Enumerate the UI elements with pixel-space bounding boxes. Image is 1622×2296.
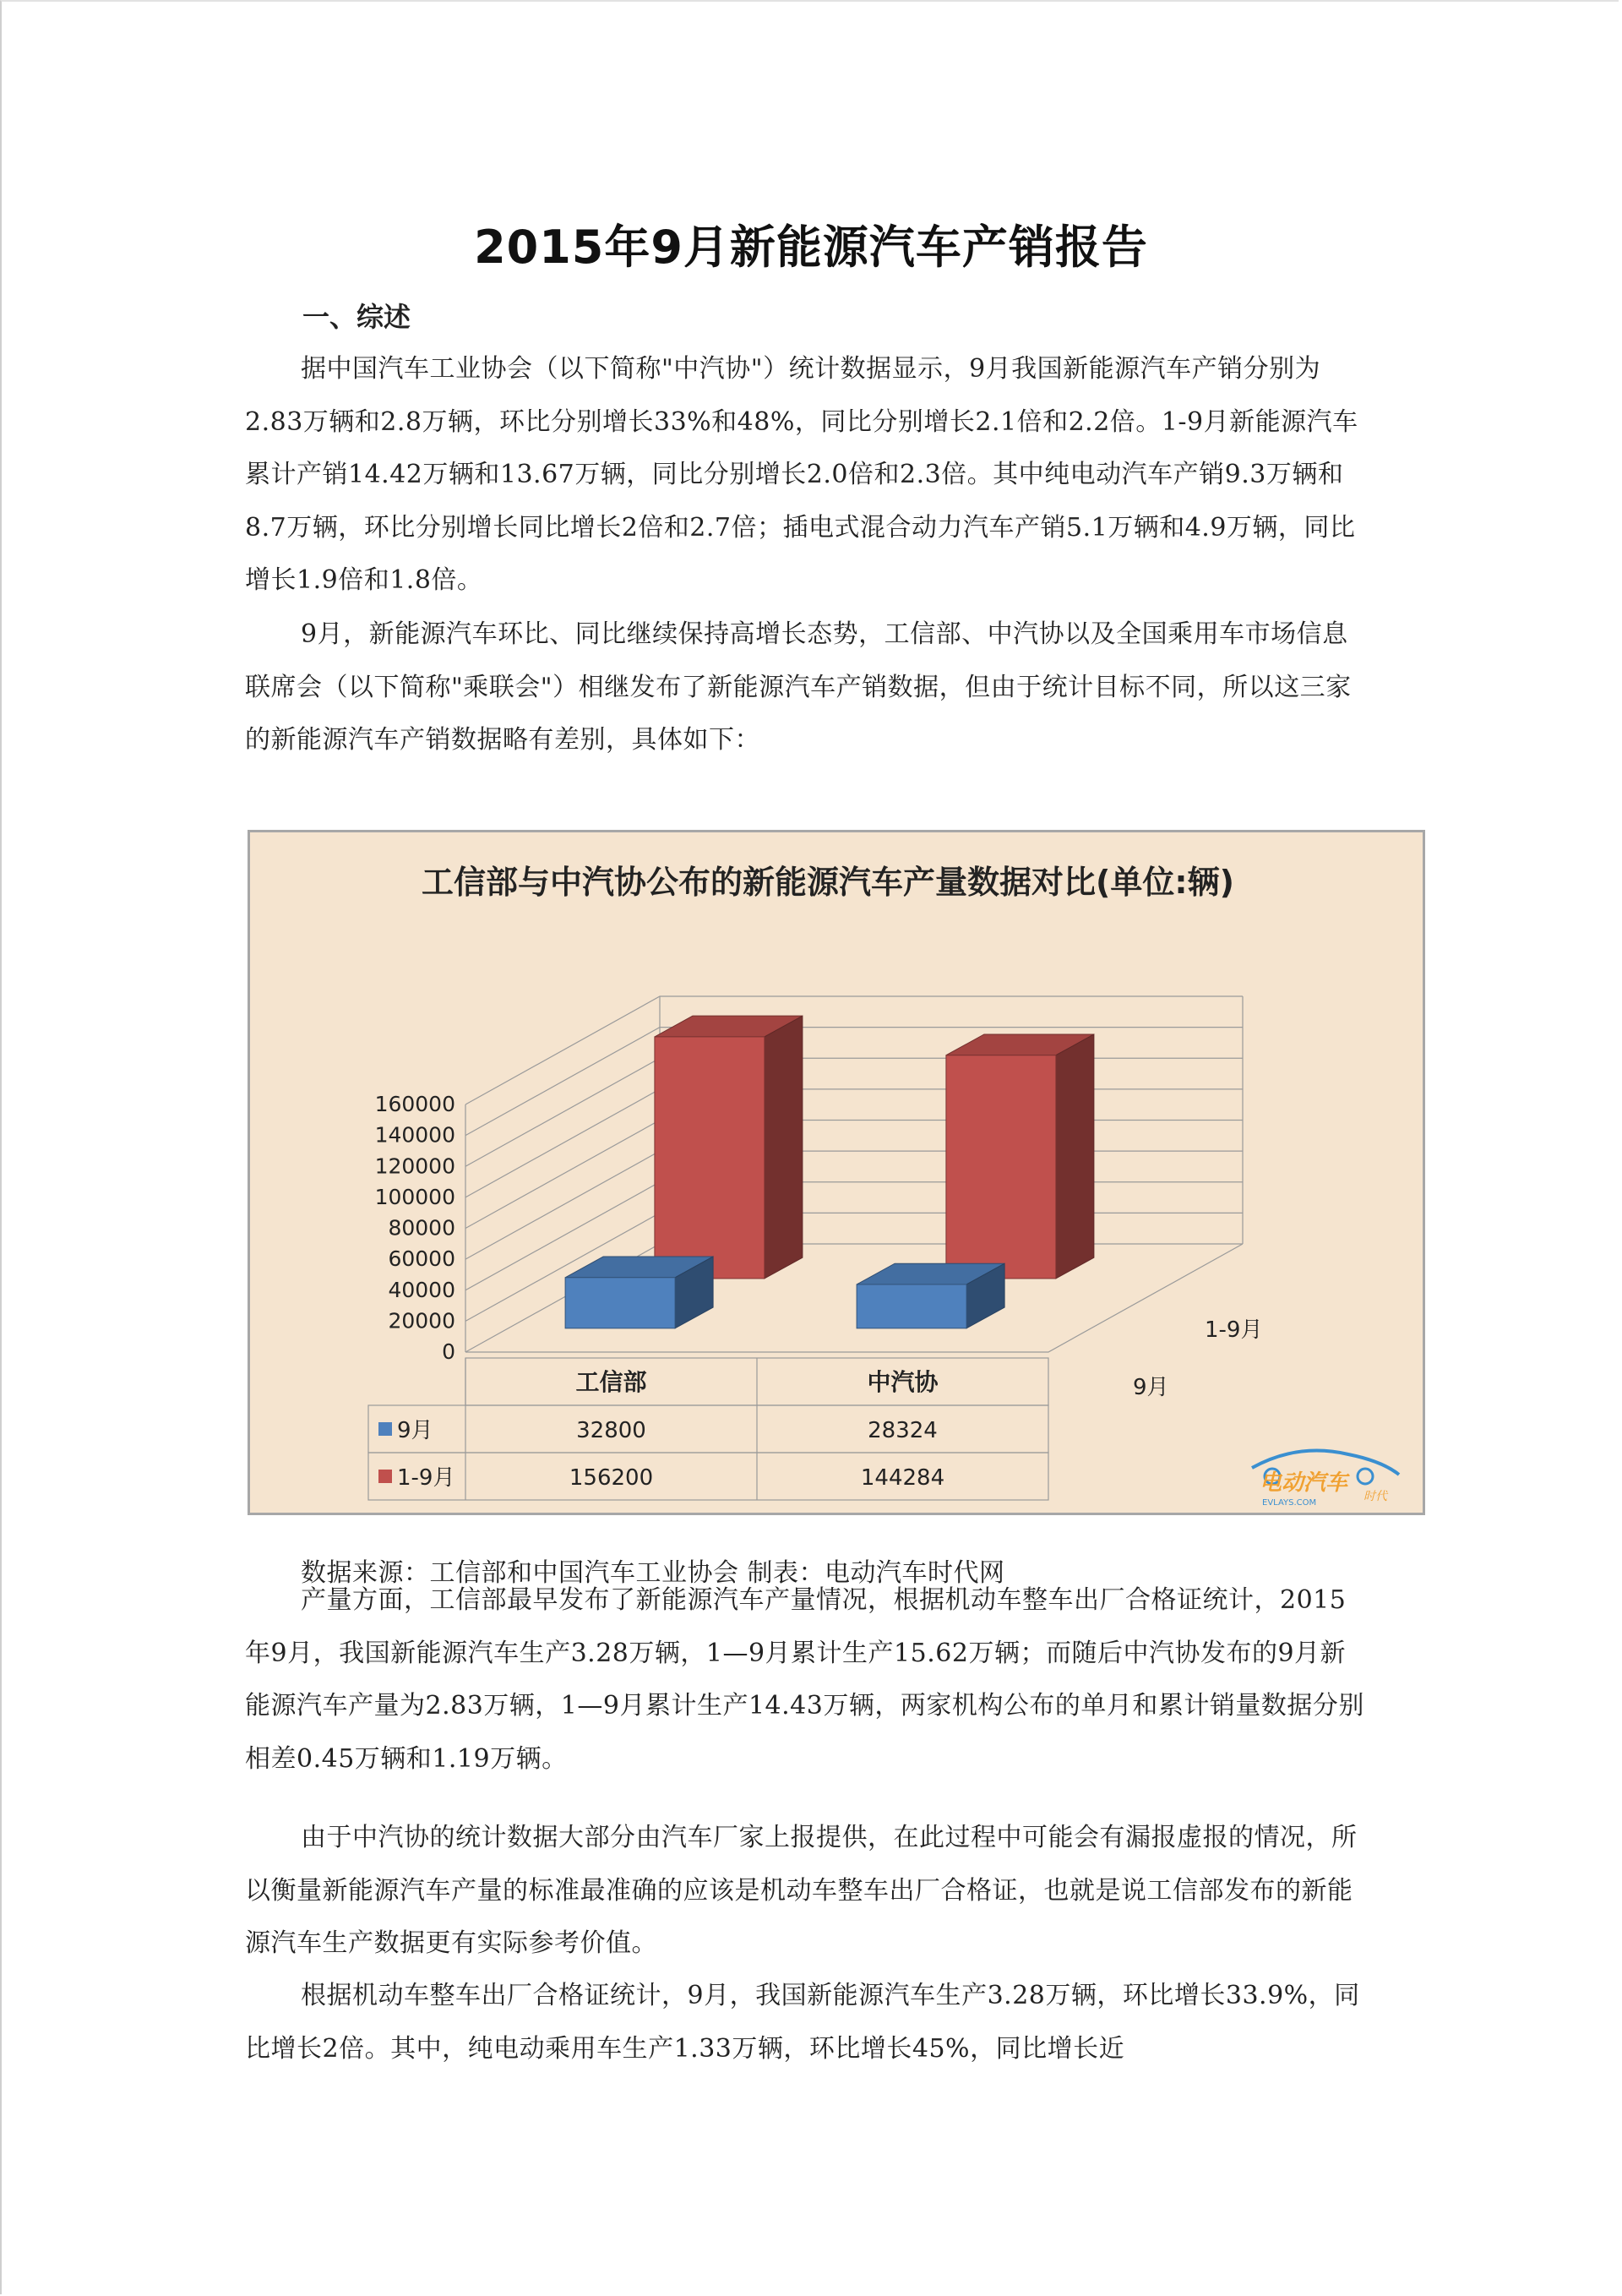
svg-text:电动汽车: 电动汽车 <box>1260 1470 1348 1496</box>
watermark-logo <box>1252 1451 1399 1508</box>
section-heading: 一、综述 <box>302 301 411 333</box>
legend-swatch <box>378 1422 392 1436</box>
bar-9月-中汽协 <box>857 1263 1004 1328</box>
y-tick-label: 120000 <box>374 1153 455 1179</box>
y-tick-label: 20000 <box>388 1308 455 1333</box>
gridline <box>465 1028 1243 1136</box>
table-series-row <box>368 1405 1048 1453</box>
legend-swatch <box>378 1470 392 1483</box>
paragraph-production: 产量方面，工信部最早发布了新能源汽车产量情况，根据机动车整车出厂合格证统计，2015年9月，我国新能源汽车生产3.28万辆，1—9月累计生产15.62万辆；而随后中汽协发布的9月新能源汽车产量为2.83万辆，1—9月累计生产14.43万辆，两家机构公布的单月和累计销量数据分别相差0.45万辆和1.19万辆。 <box>245 1585 1364 1774</box>
y-tick-label: 160000 <box>374 1092 455 1116</box>
bar-1-9月-工信部 <box>655 1016 803 1279</box>
svg-text:时代: 时代 <box>1363 1490 1387 1503</box>
table-series-row <box>368 1453 1048 1500</box>
bar-side <box>765 1016 803 1279</box>
y-tick-label: 140000 <box>374 1122 455 1148</box>
legend-label: 9月 <box>397 1418 433 1443</box>
production-comparison-chart <box>248 830 1425 1515</box>
y-tick-label: 0 <box>442 1339 455 1364</box>
paragraph-overview-2: 9月，新能源汽车环比、同比继续保持高增长态势，工信部、中汽协以及全国乘用车市场信息联席会（以下简称"乘联会"）相继发布了新能源汽车产销数据，但由于统计目标不同，所以这三家的新能源汽车产销数据略有差别，具体如下： <box>245 619 1352 755</box>
gridline <box>465 1121 1243 1229</box>
gridline <box>465 1058 1243 1166</box>
gridline <box>465 1089 1243 1197</box>
chart-title: 工信部与中汽协公布的新能源汽车产量数据对比(单位:辆) <box>422 864 1234 901</box>
gridline <box>465 996 1243 1104</box>
legend-label: 1-9月 <box>397 1465 455 1491</box>
bar-9月-工信部 <box>565 1257 713 1328</box>
table-value-cell: 144284 <box>860 1465 945 1491</box>
table-value-cell: 156200 <box>569 1465 654 1491</box>
paragraph-certificate-stats: 根据机动车整车出厂合格证统计，9月，我国新能源汽车生产3.28万辆，环比增长33.9%，同比增长2倍。其中，纯电动乘用车生产1.33万辆，环比增长45%，同比增长近 <box>245 1981 1360 2064</box>
table-value-cell: 32800 <box>576 1418 646 1443</box>
y-tick-label: 60000 <box>388 1246 455 1272</box>
table-category-label: 中汽协 <box>867 1368 939 1396</box>
paragraph-overview-1: 据中国汽车工业协会（以下简称"中汽协"）统计数据显示，9月我国新能源汽车产销分别为2.83万辆和2.8万辆，环比分别增长33%和48%，同比分别增长2.1倍和2.2倍。1-9月新能源汽车累计产销14.42万辆和13.67万辆，同比分别增长2.0倍和2.3倍。其中纯电动汽车产销9.3万辆和8.7万辆，环比分别增长同比增长2倍和2.7倍；插电式混合动力汽车产销5.1万辆和4.9万辆，同比增长1.9倍和1.8倍。 <box>245 354 1358 595</box>
table-category-label: 工信部 <box>575 1368 647 1396</box>
y-tick-label: 40000 <box>388 1277 455 1302</box>
svg-text:EVLAYS.COM: EVLAYS.COM <box>1262 1498 1317 1508</box>
depth-axis-label: 1-9月 <box>1205 1317 1263 1343</box>
document-title: 2015年9月新能源汽车产销报告 <box>474 221 1148 274</box>
bar-front <box>857 1284 966 1328</box>
bar-1-9月-中汽协 <box>946 1034 1094 1279</box>
bar-side <box>1056 1034 1094 1279</box>
y-tick-label: 80000 <box>388 1215 455 1241</box>
data-source-note: 数据来源：工信部和中国汽车工业协会 制表：电动汽车时代网 <box>301 1558 1005 1588</box>
paragraph-reliability: 由于中汽协的统计数据大部分由汽车厂家上报提供，在此过程中可能会有漏报虚报的情况，所以衡量新能源汽车产量的标准最准确的应该是机动车整车出厂合格证，也就是说工信部发布的新能源汽车生产数据更有实际参考价值。 <box>245 1823 1358 1958</box>
depth-axis-label: 9月 <box>1133 1375 1169 1400</box>
y-tick-label: 100000 <box>374 1184 455 1209</box>
bar-front <box>946 1055 1056 1279</box>
chart-canvas <box>250 832 1423 1513</box>
table-value-cell: 28324 <box>868 1418 938 1443</box>
bar-front <box>655 1037 765 1279</box>
bar-front <box>565 1278 675 1328</box>
gridline <box>465 1151 1243 1259</box>
